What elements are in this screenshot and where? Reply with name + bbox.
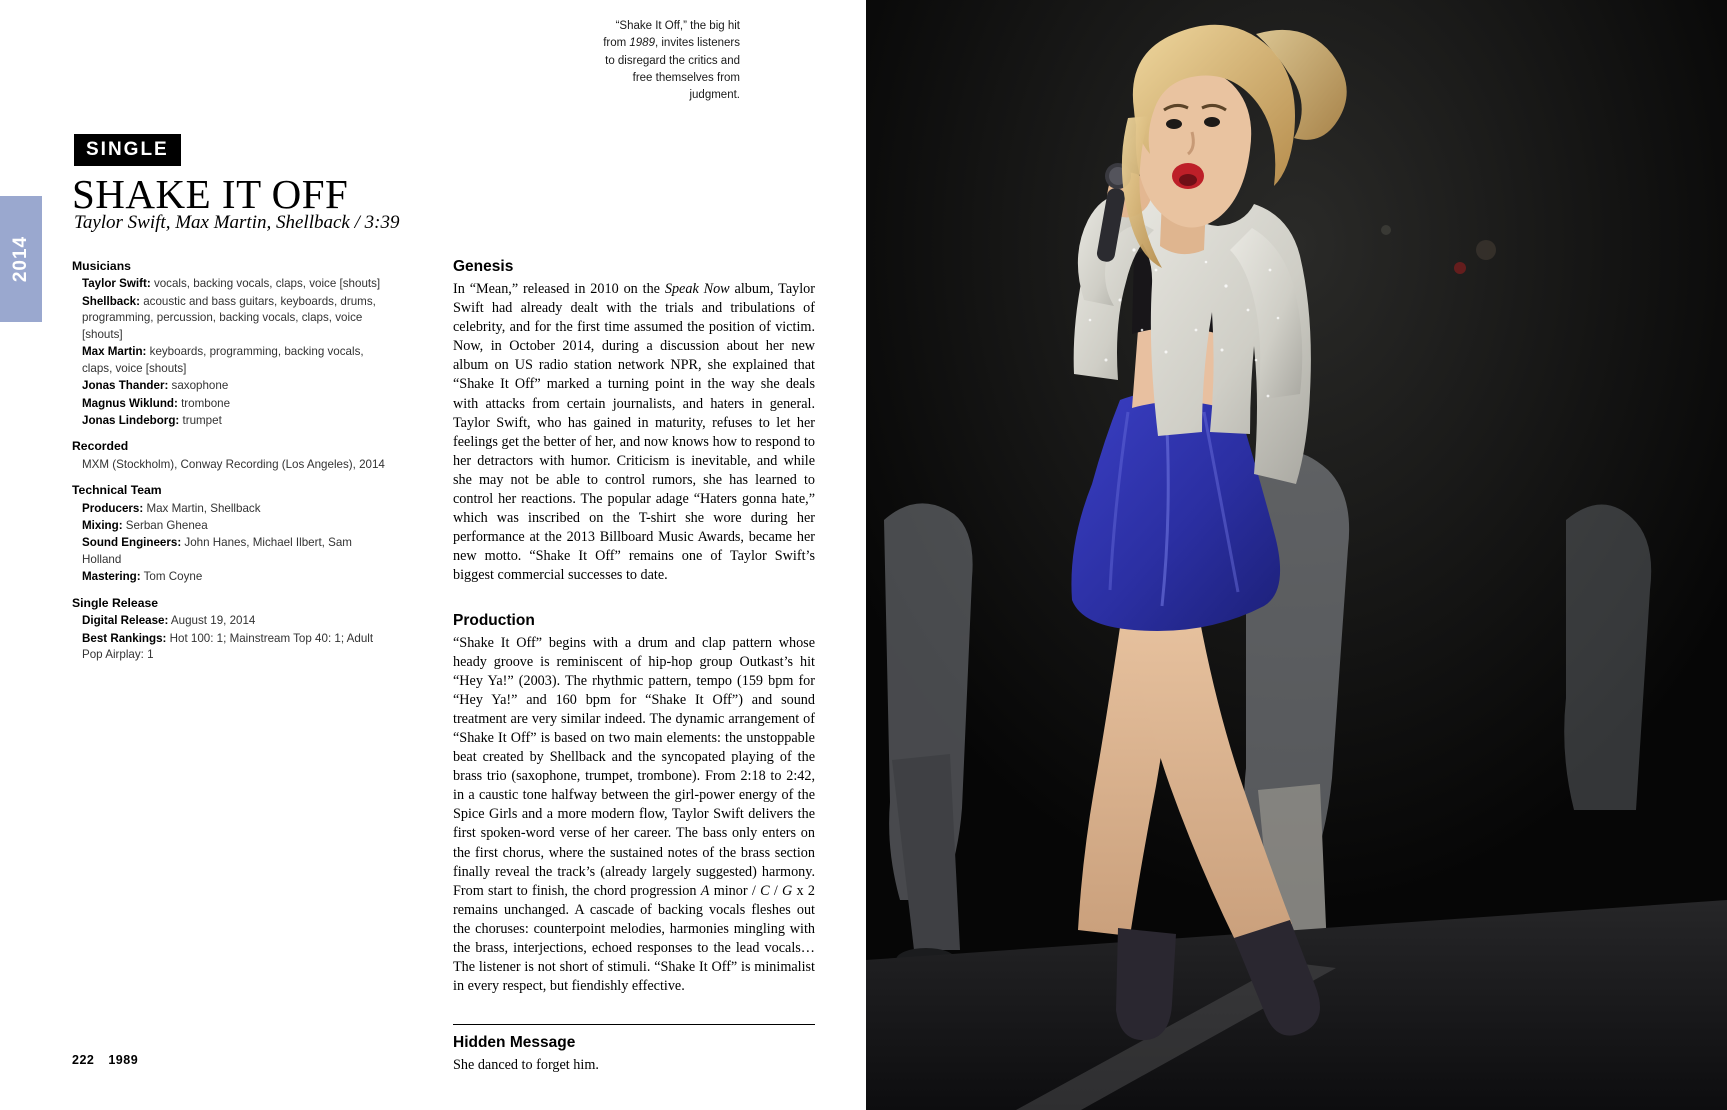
performer-mouth-open	[1179, 174, 1197, 186]
chord-g: G	[782, 882, 793, 899]
recorded-heading: Recorded	[72, 439, 129, 454]
production-heading: Production	[453, 611, 535, 629]
list-item	[72, 276, 387, 292]
chord-c: C	[760, 882, 770, 899]
production-text-b: x 2 remains unchanged. A cascade of backing vocals fleshes out the choruses: counterpoint melodies, harmonies mingling with the brass, interjections, echoed responses to the lead vocals…The listener is not short of stimuli. “Shake It Off” is minimalist in every respect, but fiendishly effective.	[453, 882, 815, 995]
musician-detail: vocals, backing vocals, claps, voice [shouts]	[150, 277, 381, 291]
musician-detail: keyboards, programming, backing vocals, claps, voice [shouts]	[82, 345, 364, 375]
list-item	[72, 535, 387, 568]
genesis-text-2: album, Taylor Swift had already dealt with the trials and tribulations of celebrity, and for the first time assumed the position of victim. Now, in October 2014, during a discussion about her new album on US radio station network NPR, she explained that “Shake It Off” marked a turning point in the way she deals with attacks from certain journalists, and haters in general. Taylor Swift, who has gained in maturity, refuses to let her feelings get the better of her, and now knows how to respond to her detractors with humor. Criticism is inevitable, and while she may not be able to control rumors, she has learned to control her reactions. The popular adage “Haters gonna hate,” which was inscribed on the T-shirt she wore during her performance at the 2013 Billboard Music Awards, became her new motto. “Shake It Off” remains one of Taylor Swift’s biggest commercial successes to date.	[453, 281, 815, 584]
release-name: Digital Release:	[82, 614, 169, 628]
production-text-a: “Shake It Off” begins with a drum and clap pattern whose heady groove is reminiscent of hip-hop group Outkast’s hit “Hey Ya!” (2003). The rhythmic pattern, tempo (159 bpm for “Hey Ya!” and 160 bpm for “Shake It Off”) and sound treatment are very similar indeed. The dynamic arrangement of “Shake It Off” is based on two main elements: the unstoppable beat created by Shellback and the syncopated playing of the brass trio (saxophone, trumpet, trombone). From 2:18 to 2:42, in a caustic tone halfway between the girl-power energy of the Spice Girls and a more modern flow, Taylor Swift delivers the first spoken-word verse of her career. The bass only enters on the first chorus, where the sustained notes of the brass section finally reveal the track’s (already largely suggested) harmony. From start to finish, the chord progression	[453, 634, 815, 899]
musician-name: Shellback:	[82, 294, 140, 308]
caption-text-before: “Shake It Off,” the big hit from	[603, 20, 740, 50]
performer-eye-right	[1204, 117, 1220, 127]
musician-name: Jonas Lindeborg:	[82, 413, 180, 427]
musician-detail: trombone	[177, 396, 231, 410]
production-paragraph	[453, 634, 815, 997]
musicians-heading: Musicians	[72, 259, 131, 273]
recorded-value: MXM (Stockholm), Conway Recording (Los Angeles), 2014	[82, 457, 385, 471]
release-name: Best Rankings:	[82, 631, 167, 645]
caption-text-after: , invites listeners to disregard the critics and free themselves from judgment.	[605, 37, 740, 101]
folio	[72, 1053, 152, 1067]
performer-boot-left	[1116, 928, 1176, 1040]
photo-page	[866, 0, 1727, 1110]
credits-column	[72, 258, 387, 664]
list-item	[72, 294, 387, 343]
role-detail: Serban Ghenea	[122, 518, 208, 532]
chord-sep-1: minor /	[709, 882, 761, 899]
performer-eye-left	[1166, 119, 1182, 129]
chord-a-minor: A	[700, 882, 710, 899]
year-tab-label: 2014	[10, 235, 31, 283]
musician-detail: trumpet	[179, 413, 222, 427]
genesis-text-1: In “Mean,” released in 2010 on the	[453, 281, 665, 297]
role-name: Mixing:	[82, 518, 123, 532]
section-divider	[453, 1024, 815, 1025]
list-item	[72, 344, 387, 377]
list-item	[72, 378, 387, 394]
page-title: SHAKE IT OFF	[72, 171, 349, 217]
role-detail: Tom Coyne	[140, 570, 203, 584]
genesis-album-italic: Speak Now	[664, 281, 730, 297]
musician-name: Magnus Wiklund:	[82, 396, 178, 410]
list-item	[72, 518, 387, 534]
technical-team-heading: Technical Team	[72, 483, 162, 498]
genesis-heading: Genesis	[453, 258, 514, 275]
year-tab	[0, 196, 42, 322]
release-detail: August 19, 2014	[168, 614, 256, 628]
musician-name: Jonas Thander:	[82, 379, 169, 393]
song-credit: Taylor Swift, Max Martin, Shellback / 3:39	[74, 212, 400, 233]
list-item	[72, 413, 387, 429]
list-item	[72, 631, 387, 664]
chord-sep-2: /	[769, 882, 783, 899]
performance-photo	[866, 0, 1727, 1110]
stage-light	[1476, 240, 1496, 260]
role-detail: Max Martin, Shellback	[143, 501, 261, 515]
single-release-heading: Single Release	[72, 595, 159, 610]
hidden-message-heading: Hidden Message	[453, 1034, 576, 1052]
photo-caption	[592, 18, 740, 104]
stage-light-red	[1454, 262, 1466, 274]
musician-name: Max Martin:	[82, 345, 147, 359]
page-number: 222	[72, 1053, 95, 1067]
list-item	[72, 569, 387, 585]
folio-album: 1989	[108, 1053, 139, 1067]
list-item	[72, 396, 387, 412]
list-item	[72, 613, 387, 629]
role-name: Sound Engineers:	[82, 536, 182, 550]
musician-detail: acoustic and bass guitars, keyboards, drums, programming, percussion, backing vocals, claps, voice [shouts]	[82, 294, 376, 341]
role-name: Producers:	[82, 501, 144, 515]
role-detail: John Hanes, Michael Ilbert, Sam Holland	[82, 536, 352, 566]
list-item	[72, 501, 387, 517]
release-detail: Hot 100: 1; Mainstream Top 40: 1; Adult Pop Airplay: 1	[82, 631, 374, 662]
stage-light	[1381, 225, 1391, 235]
musician-name: Taylor Swift:	[82, 277, 151, 291]
hidden-message-text: She danced to forget him.	[453, 1057, 599, 1074]
musician-detail: saxophone	[168, 379, 229, 393]
genesis-paragraph	[453, 280, 815, 586]
article-column	[453, 258, 815, 1075]
role-name: Mastering:	[82, 570, 141, 584]
caption-album-title: 1989	[629, 37, 655, 50]
single-badge: SINGLE	[74, 134, 181, 166]
